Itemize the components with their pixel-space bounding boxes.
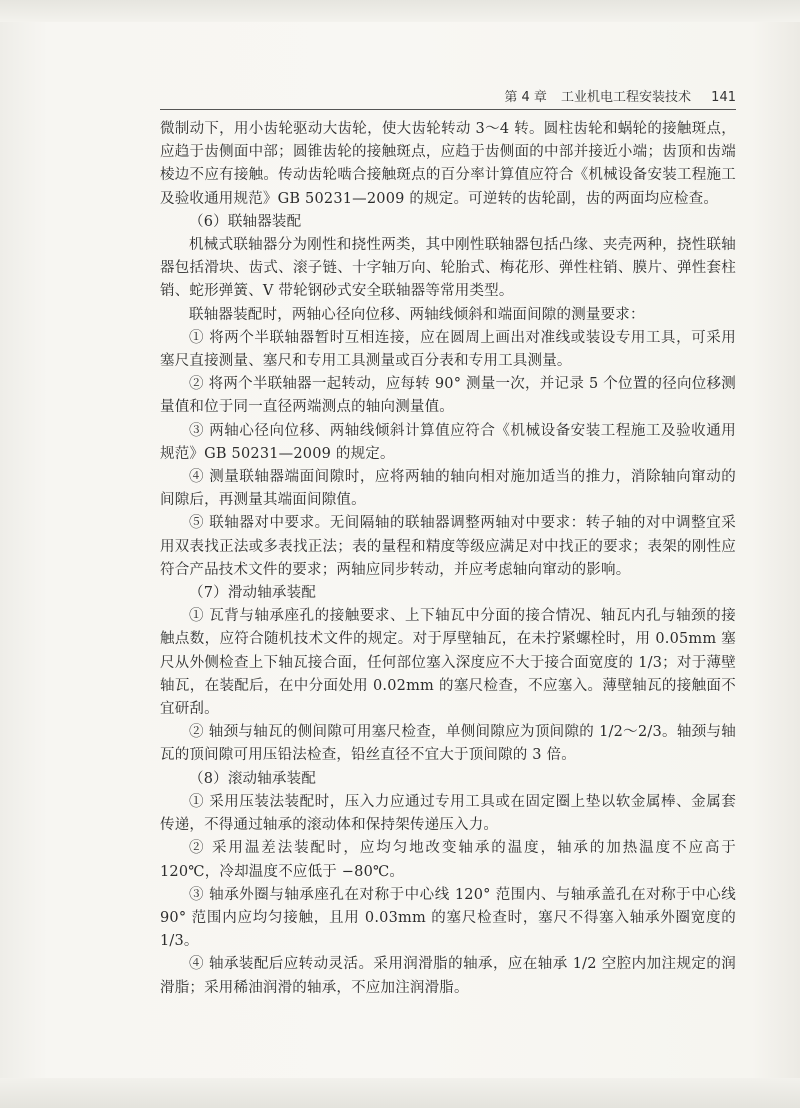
paragraph: 联轴器装配时，两轴心径向位移、两轴线倾斜和端面间隙的测量要求：	[189, 306, 645, 323]
section-heading-rolling-bearing: （8）滚动轴承装配	[189, 770, 317, 787]
section-heading-sliding-bearing: （7）滑动轴承装配	[189, 585, 317, 602]
list-item: ④ 轴承装配后应转动灵活。采用润滑脂的轴承，应在轴承 1/2 空腔内加注规定的润滑脂；采用稀油润滑的轴承，不应加注润滑脂。	[160, 956, 736, 996]
list-item: ④ 测量联轴器端面间隙时，应将两轴的轴向相对施加适当的推力，消除轴向窜动的间隙后，再测量其端面间隙值。	[160, 469, 736, 509]
list-item: ① 瓦背与轴承座孔的接触要求、上下轴瓦中分面的接合情况、轴瓦内孔与轴颈的接触点数，应符合随机技术文件的规定。对于厚壁轴瓦，在未拧紧螺栓时，用 0.05mm 塞尺从外侧检查上下轴瓦接合面，任何部位塞入深度应不大于接合面宽度的 1/3；对于薄壁轴瓦，在装配后，在中分面处用 0.02mm 的塞尺检查，不应塞入。薄壁轴瓦的接触面不宜研刮。	[160, 608, 736, 718]
list-item: ② 轴颈与轴瓦的侧间隙可用塞尺检查，单侧间隙应为顶间隙的 1/2～2/3。轴颈与轴瓦的顶间隙可用压铅法检查，铅丝直径不宜大于顶间隙的 3 倍。	[160, 724, 736, 764]
paragraph-continued: 微制动下，用小齿轮驱动大齿轮，使大齿轮转动 3～4 转。圆柱齿轮和蜗轮的接触斑点，应趋于齿侧面中部；圆锥齿轮的接触斑点，应趋于齿侧面的中部并接近小端；齿顶和齿端棱边不应有接触。传动齿轮啮合接触斑点的百分率计算值应符合《机械设备安装工程施工及验收通用规范》GB 50231—2009 的规定。可逆转的齿轮副，齿的两面均应检查。	[160, 121, 736, 207]
running-header	[160, 86, 736, 110]
list-item: ② 采用温差法装配时，应均匀地改变轴承的温度，轴承的加热温度不应高于 120℃，冷却温度不应低于 −80℃。	[160, 840, 736, 880]
body-text	[160, 118, 736, 1000]
header-divider	[160, 109, 736, 110]
list-item: ② 将两个半联轴器一起转动，应每转 90° 测量一次，并记录 5 个位置的径向位移测量值和位于同一直径两端测点的轴向测量值。	[160, 376, 736, 416]
paragraph: 机械式联轴器分为刚性和挠性两类，其中刚性联轴器包括凸缘、夹壳两种，挠性联轴器包括滑块、齿式、滚子链、十字轴万向、轮胎式、梅花形、弹性柱销、膜片、弹性套柱销、蛇形弹簧、V 带轮钢砂式安全联轴器等常用类型。	[160, 237, 736, 300]
scan-top-edge	[0, 0, 800, 22]
list-item: ① 采用压装法装配时，压入力应通过专用工具或在固定圈上垫以软金属棒、金属套传递，不得通过轴承的滚动体和保持架传递压入力。	[160, 793, 736, 834]
scan-bottom-edge	[0, 1078, 800, 1108]
chapter-label: 第 4 章	[504, 90, 547, 105]
list-item: ③ 轴承外圈与轴承座孔在对称于中心线 120° 范围内、与轴承盖孔在对称于中心线 90° 范围内应均匀接触，且用 0.03mm 的塞尺检查时，塞尺不得塞入轴承外圈宽度的 1/3。	[160, 886, 736, 950]
list-item: ⑤ 联轴器对中要求。无间隔轴的联轴器调整两轴对中要求：转子轴的对中调整宜采用双表找正法或多表找正法；表的量程和精度等级应满足对中找正的要求；表架的刚性应符合产品技术文件的要求；两轴应同步转动，并应考虑轴向窜动的影响。	[160, 515, 736, 578]
list-item: ③ 两轴心径向位移、两轴线倾斜计算值应符合《机械设备安装工程施工及验收通用规范》GB 50231—2009 的规定。	[160, 422, 736, 462]
page-number: 141	[711, 90, 736, 105]
list-item: ① 将两个半联轴器暂时互相连接，应在圆周上画出对准线或装设专用工具，可采用塞尺直接测量、塞尺和专用工具测量或百分表和专用工具测量。	[160, 329, 736, 370]
section-heading-coupling: （6）联轴器装配	[189, 213, 302, 230]
chapter-title: 工业机电工程安装技术	[561, 90, 692, 105]
